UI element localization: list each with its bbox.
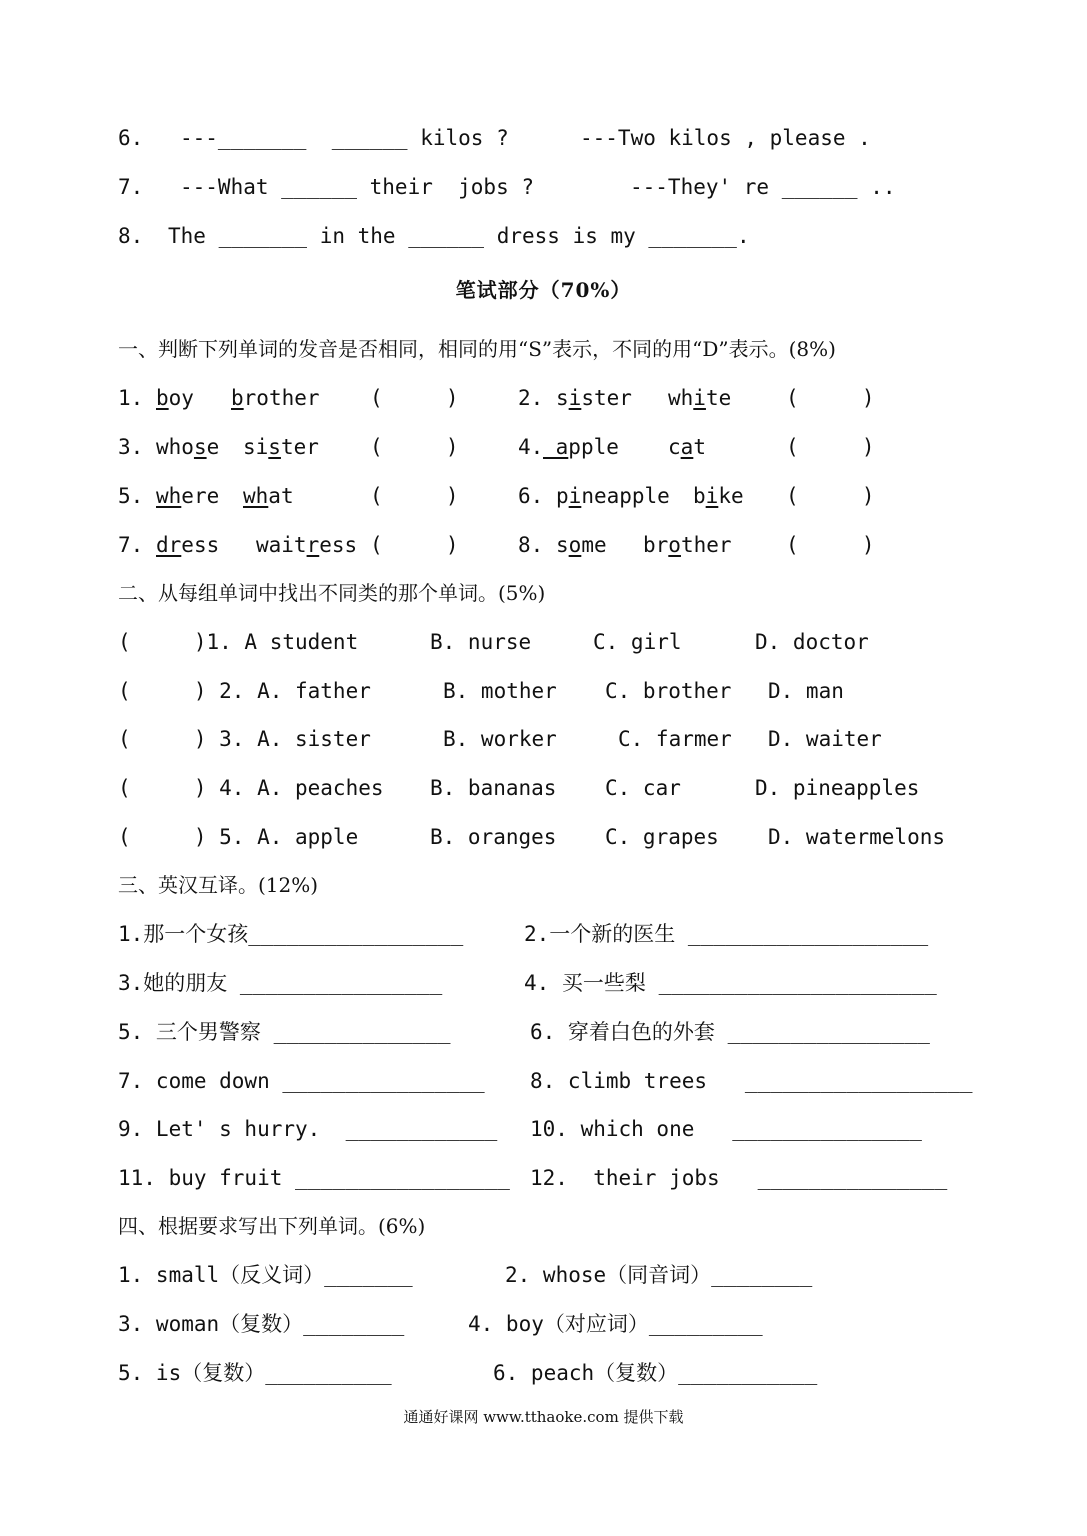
item-number: 7. bbox=[118, 533, 144, 557]
item-number: 3. bbox=[118, 435, 144, 459]
word: what bbox=[243, 484, 294, 508]
page-footer: 通通好课网 www.tthaoke.com 提供下载 bbox=[403, 1408, 684, 1426]
translation-item: 10. which one _______________ bbox=[530, 1117, 922, 1141]
word: apple bbox=[543, 435, 619, 459]
item-number: 4. bbox=[518, 435, 544, 459]
question-row bbox=[118, 122, 871, 154]
choice-c: C. brother bbox=[605, 679, 732, 703]
answer-text: ---Two kilos , please . bbox=[580, 126, 871, 150]
section-heading: 一、判断下列单词的发音是否相同，相同的用“S”表示，不同的用“D”表示。(8%) bbox=[118, 337, 836, 361]
choice-row bbox=[118, 675, 844, 707]
answer-brackets[interactable]: ( ) bbox=[786, 484, 875, 508]
word-form-item: 1. small（反义词）_______ bbox=[118, 1263, 413, 1287]
word-form-item: 3. woman（复数）________ bbox=[118, 1312, 405, 1336]
question-text: ---What ______ their jobs ? bbox=[180, 175, 535, 199]
pronunciation-row bbox=[118, 382, 875, 414]
choice-row bbox=[118, 821, 946, 853]
section-heading: 二、从每组单词中找出不同类的那个单词。(5%) bbox=[118, 581, 546, 605]
word: boy bbox=[156, 386, 194, 410]
choice-b: B. mother bbox=[443, 679, 557, 703]
word-form-row bbox=[118, 1357, 818, 1389]
question-number: 6. bbox=[118, 126, 144, 150]
choice-b: B. nurse bbox=[430, 630, 532, 654]
choice-c: C. grapes bbox=[605, 825, 719, 849]
translation-row bbox=[118, 1113, 922, 1145]
answer-brackets[interactable]: ( ) bbox=[370, 533, 459, 557]
translation-row bbox=[118, 1016, 930, 1048]
translation-item: 8. climb trees __________________ bbox=[530, 1069, 973, 1093]
translation-item: 11. buy fruit _________________ bbox=[118, 1166, 510, 1190]
word: sister bbox=[556, 386, 632, 410]
answer-brackets[interactable]: ( ) bbox=[370, 435, 459, 459]
choice-row bbox=[118, 626, 869, 658]
translation-item: 5. 三个男警察 ______________ bbox=[118, 1020, 451, 1044]
choice-d: D. man bbox=[768, 679, 844, 703]
choice-a: ( ) 2. A. father bbox=[118, 679, 371, 703]
question-number: 8. bbox=[118, 224, 144, 248]
translation-row bbox=[118, 1162, 948, 1194]
word: brother bbox=[231, 386, 320, 410]
word: white bbox=[668, 386, 732, 410]
question-text: The _______ in the ______ dress is my _______. bbox=[168, 224, 750, 248]
choice-d: D. waiter bbox=[768, 727, 882, 751]
translation-item: 1.那一个女孩_________________ bbox=[118, 922, 464, 946]
word-form-row bbox=[118, 1259, 813, 1291]
word-form-item: 6. peach（复数）___________ bbox=[493, 1361, 818, 1385]
choice-a: ( ) 4. A. peaches bbox=[118, 776, 384, 800]
answer-brackets[interactable]: ( ) bbox=[370, 484, 459, 508]
choice-d: D. pineapples bbox=[755, 776, 920, 800]
answer-brackets[interactable]: ( ) bbox=[786, 386, 875, 410]
answer-text: ---They' re ______ .. bbox=[630, 175, 896, 199]
word-form-item: 4. boy（对应词）_________ bbox=[468, 1312, 763, 1336]
word: bike bbox=[693, 484, 744, 508]
item-number: 1. bbox=[118, 386, 144, 410]
item-number: 2. bbox=[518, 386, 544, 410]
word: whose bbox=[156, 435, 220, 459]
translation-item: 12. their jobs _______________ bbox=[530, 1166, 948, 1190]
choice-a: ( ) 5. A. apple bbox=[118, 825, 359, 849]
section-heading: 三、英汉互译。(12%) bbox=[118, 873, 319, 897]
word: brother bbox=[643, 533, 732, 557]
translation-row bbox=[118, 1065, 973, 1097]
word: cat bbox=[668, 435, 706, 459]
answer-brackets[interactable]: ( ) bbox=[786, 435, 875, 459]
choice-row bbox=[118, 723, 882, 755]
choice-a: ( ) 3. A. sister bbox=[118, 727, 371, 751]
translation-item: 3.她的朋友 ________________ bbox=[118, 971, 443, 995]
translation-item: 7. come down ________________ bbox=[118, 1069, 485, 1093]
question-text: ---_______ ______ kilos ? bbox=[180, 126, 509, 150]
item-number: 6. bbox=[518, 484, 544, 508]
word-form-item: 5. is（复数）__________ bbox=[118, 1361, 392, 1385]
question-number: 7. bbox=[118, 175, 144, 199]
section-title: 笔试部分（70%） bbox=[455, 278, 632, 302]
word: pineapple bbox=[556, 484, 670, 508]
choice-c: C. girl bbox=[593, 630, 682, 654]
choice-b: B. worker bbox=[443, 727, 557, 751]
word: some bbox=[556, 533, 607, 557]
item-number: 8. bbox=[518, 533, 544, 557]
answer-brackets[interactable]: ( ) bbox=[786, 533, 875, 557]
word: where bbox=[156, 484, 220, 508]
word: dress bbox=[156, 533, 220, 557]
word: sister bbox=[243, 435, 319, 459]
question-row bbox=[118, 171, 896, 203]
translation-row bbox=[118, 918, 929, 950]
translation-row bbox=[118, 967, 937, 999]
translation-item: 2.一个新的医生 ___________________ bbox=[524, 922, 929, 946]
word-form-item: 2. whose（同音词）________ bbox=[505, 1263, 813, 1287]
pronunciation-row bbox=[118, 480, 875, 512]
choice-c: C. farmer bbox=[618, 727, 732, 751]
item-number: 5. bbox=[118, 484, 144, 508]
pronunciation-row bbox=[118, 431, 875, 463]
question-row bbox=[118, 220, 750, 252]
choice-c: C. car bbox=[605, 776, 681, 800]
choice-b: B. oranges bbox=[430, 825, 557, 849]
choice-b: B. bananas bbox=[430, 776, 557, 800]
section-heading: 四、根据要求写出下列单词。(6%) bbox=[118, 1214, 426, 1238]
choice-d: D. doctor bbox=[755, 630, 869, 654]
translation-item: 4. 买一些梨 ______________________ bbox=[524, 971, 937, 995]
choice-a: ( )1. A student bbox=[118, 630, 359, 654]
word: waitress bbox=[256, 533, 358, 557]
translation-item: 6. 穿着白色的外套 ________________ bbox=[530, 1020, 930, 1044]
choice-d: D. watermelons bbox=[768, 825, 946, 849]
translation-item: 9. Let' s hurry. ____________ bbox=[118, 1117, 498, 1141]
word-form-row bbox=[118, 1308, 763, 1340]
answer-brackets[interactable]: ( ) bbox=[370, 386, 459, 410]
choice-row bbox=[118, 772, 920, 804]
pronunciation-row bbox=[118, 529, 875, 561]
